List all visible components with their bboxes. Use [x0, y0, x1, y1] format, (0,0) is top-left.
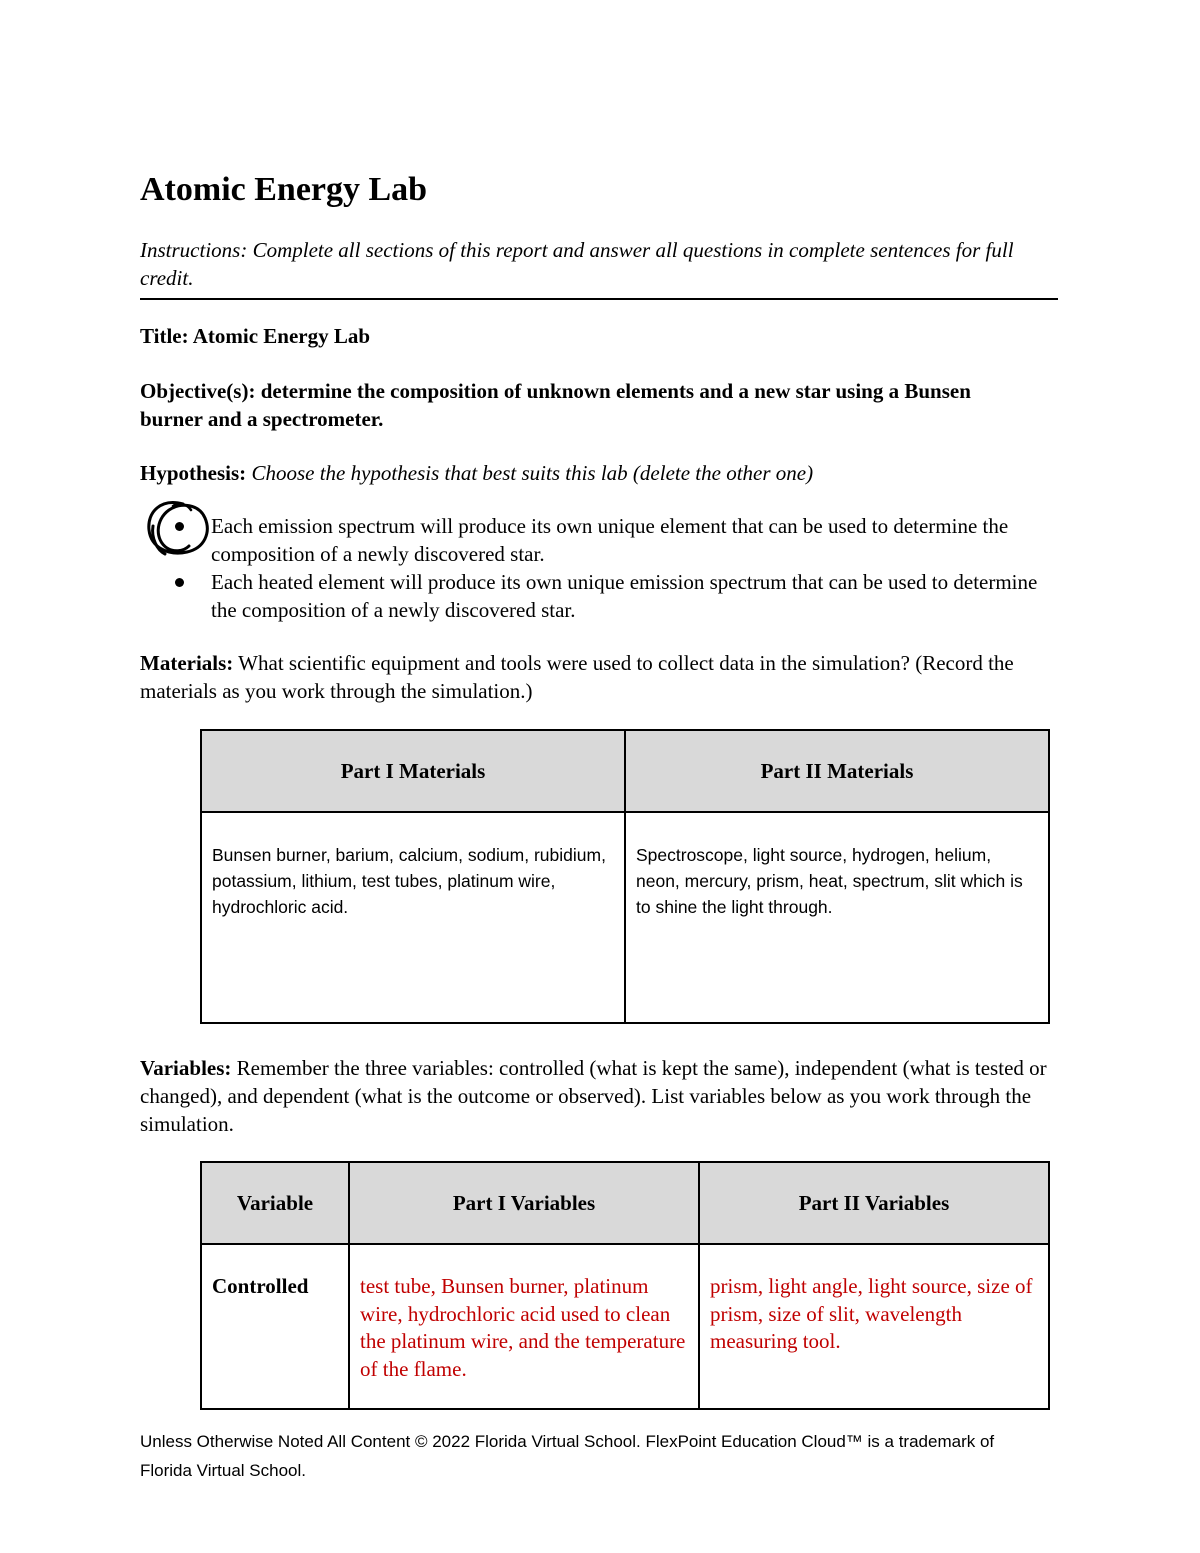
materials-table [200, 729, 1050, 1024]
materials-part2-cell[interactable]: Spectroscope, light source, hydrogen, helium, neon, mercury, prism, heat, spectrum, slit which is to shine the light through. [625, 812, 1049, 1023]
variables-header-variable: Variable [201, 1162, 349, 1244]
instructions-text: Instructions: Complete all sections of this report and answer all questions in complete sentences for full credit. [140, 236, 1058, 300]
variable-name-cell: Controlled [201, 1244, 349, 1409]
variables-prompt: Remember the three variables: controlled (what is kept the same), independent (what is tested or changed), and dependent (what is the outcome or observed). List variables below as you work through the simulation. [140, 1056, 1047, 1136]
hypothesis-label: Hypothesis: [140, 461, 247, 485]
variables-table [200, 1161, 1050, 1410]
hypothesis-option-2 [140, 568, 1060, 624]
hypothesis-option-1 [140, 512, 1060, 568]
title-label: Title: [140, 324, 189, 348]
materials-part1-cell[interactable]: Bunsen burner, barium, calcium, sodium, rubidium, potassium, lithium, test tubes, platinum wire, hydrochloric acid. [201, 812, 625, 1023]
controlled-part1-cell[interactable]: test tube, Bunsen burner, platinum wire, hydrochloric acid used to clean the platinum wire, and the temperature of the flame. [349, 1244, 699, 1409]
materials-table-row [201, 812, 1049, 1023]
hypothesis-field [140, 459, 813, 487]
bullet-icon [175, 522, 184, 531]
title-value: Atomic Energy Lab [192, 324, 371, 348]
variables-header-part2: Part II Variables [699, 1162, 1049, 1244]
controlled-part2-cell[interactable]: prism, light angle, light source, size of prism, size of slit, wavelength measuring tool. [699, 1244, 1049, 1409]
variables-field [140, 1054, 1052, 1138]
objective-label: Objective(s): [140, 379, 256, 403]
materials-field [140, 649, 1040, 705]
materials-label: Materials: [140, 651, 234, 675]
materials-table-header [201, 730, 1049, 812]
hypothesis-instruction: Choose the hypothesis that best suits this lab (delete the other one) [251, 461, 814, 485]
variables-table-header [201, 1162, 1049, 1244]
materials-prompt: What scientific equipment and tools were used to collect data in the simulation? (Record the materials as you work through the simulation.) [140, 651, 1014, 703]
document-title: Atomic Energy Lab [140, 171, 428, 208]
bullet-icon [175, 578, 184, 587]
materials-header-part2: Part II Materials [625, 730, 1049, 812]
objective-field [140, 377, 1020, 433]
variables-label: Variables: [140, 1056, 232, 1080]
title-field [140, 322, 370, 350]
copyright-footer: Unless Otherwise Noted All Content © 2022 Florida Virtual School. FlexPoint Education Cloud™ is a trademark of Florida Virtual School. [140, 1432, 995, 1480]
variables-header-part1: Part I Variables [349, 1162, 699, 1244]
objective-text: determine the composition of unknown elements and a new star using a Bunsen burner and a spectrometer. [140, 379, 971, 431]
hypothesis-option-text: Each emission spectrum will produce its own unique element that can be used to determine the composition of a newly discovered star. [211, 514, 1009, 566]
hypothesis-options [140, 512, 1060, 624]
variables-row-controlled [201, 1244, 1049, 1409]
hypothesis-option-text: Each heated element will produce its own unique emission spectrum that can be used to determine the composition of a newly discovered star. [211, 570, 1038, 622]
materials-header-part1: Part I Materials [201, 730, 625, 812]
